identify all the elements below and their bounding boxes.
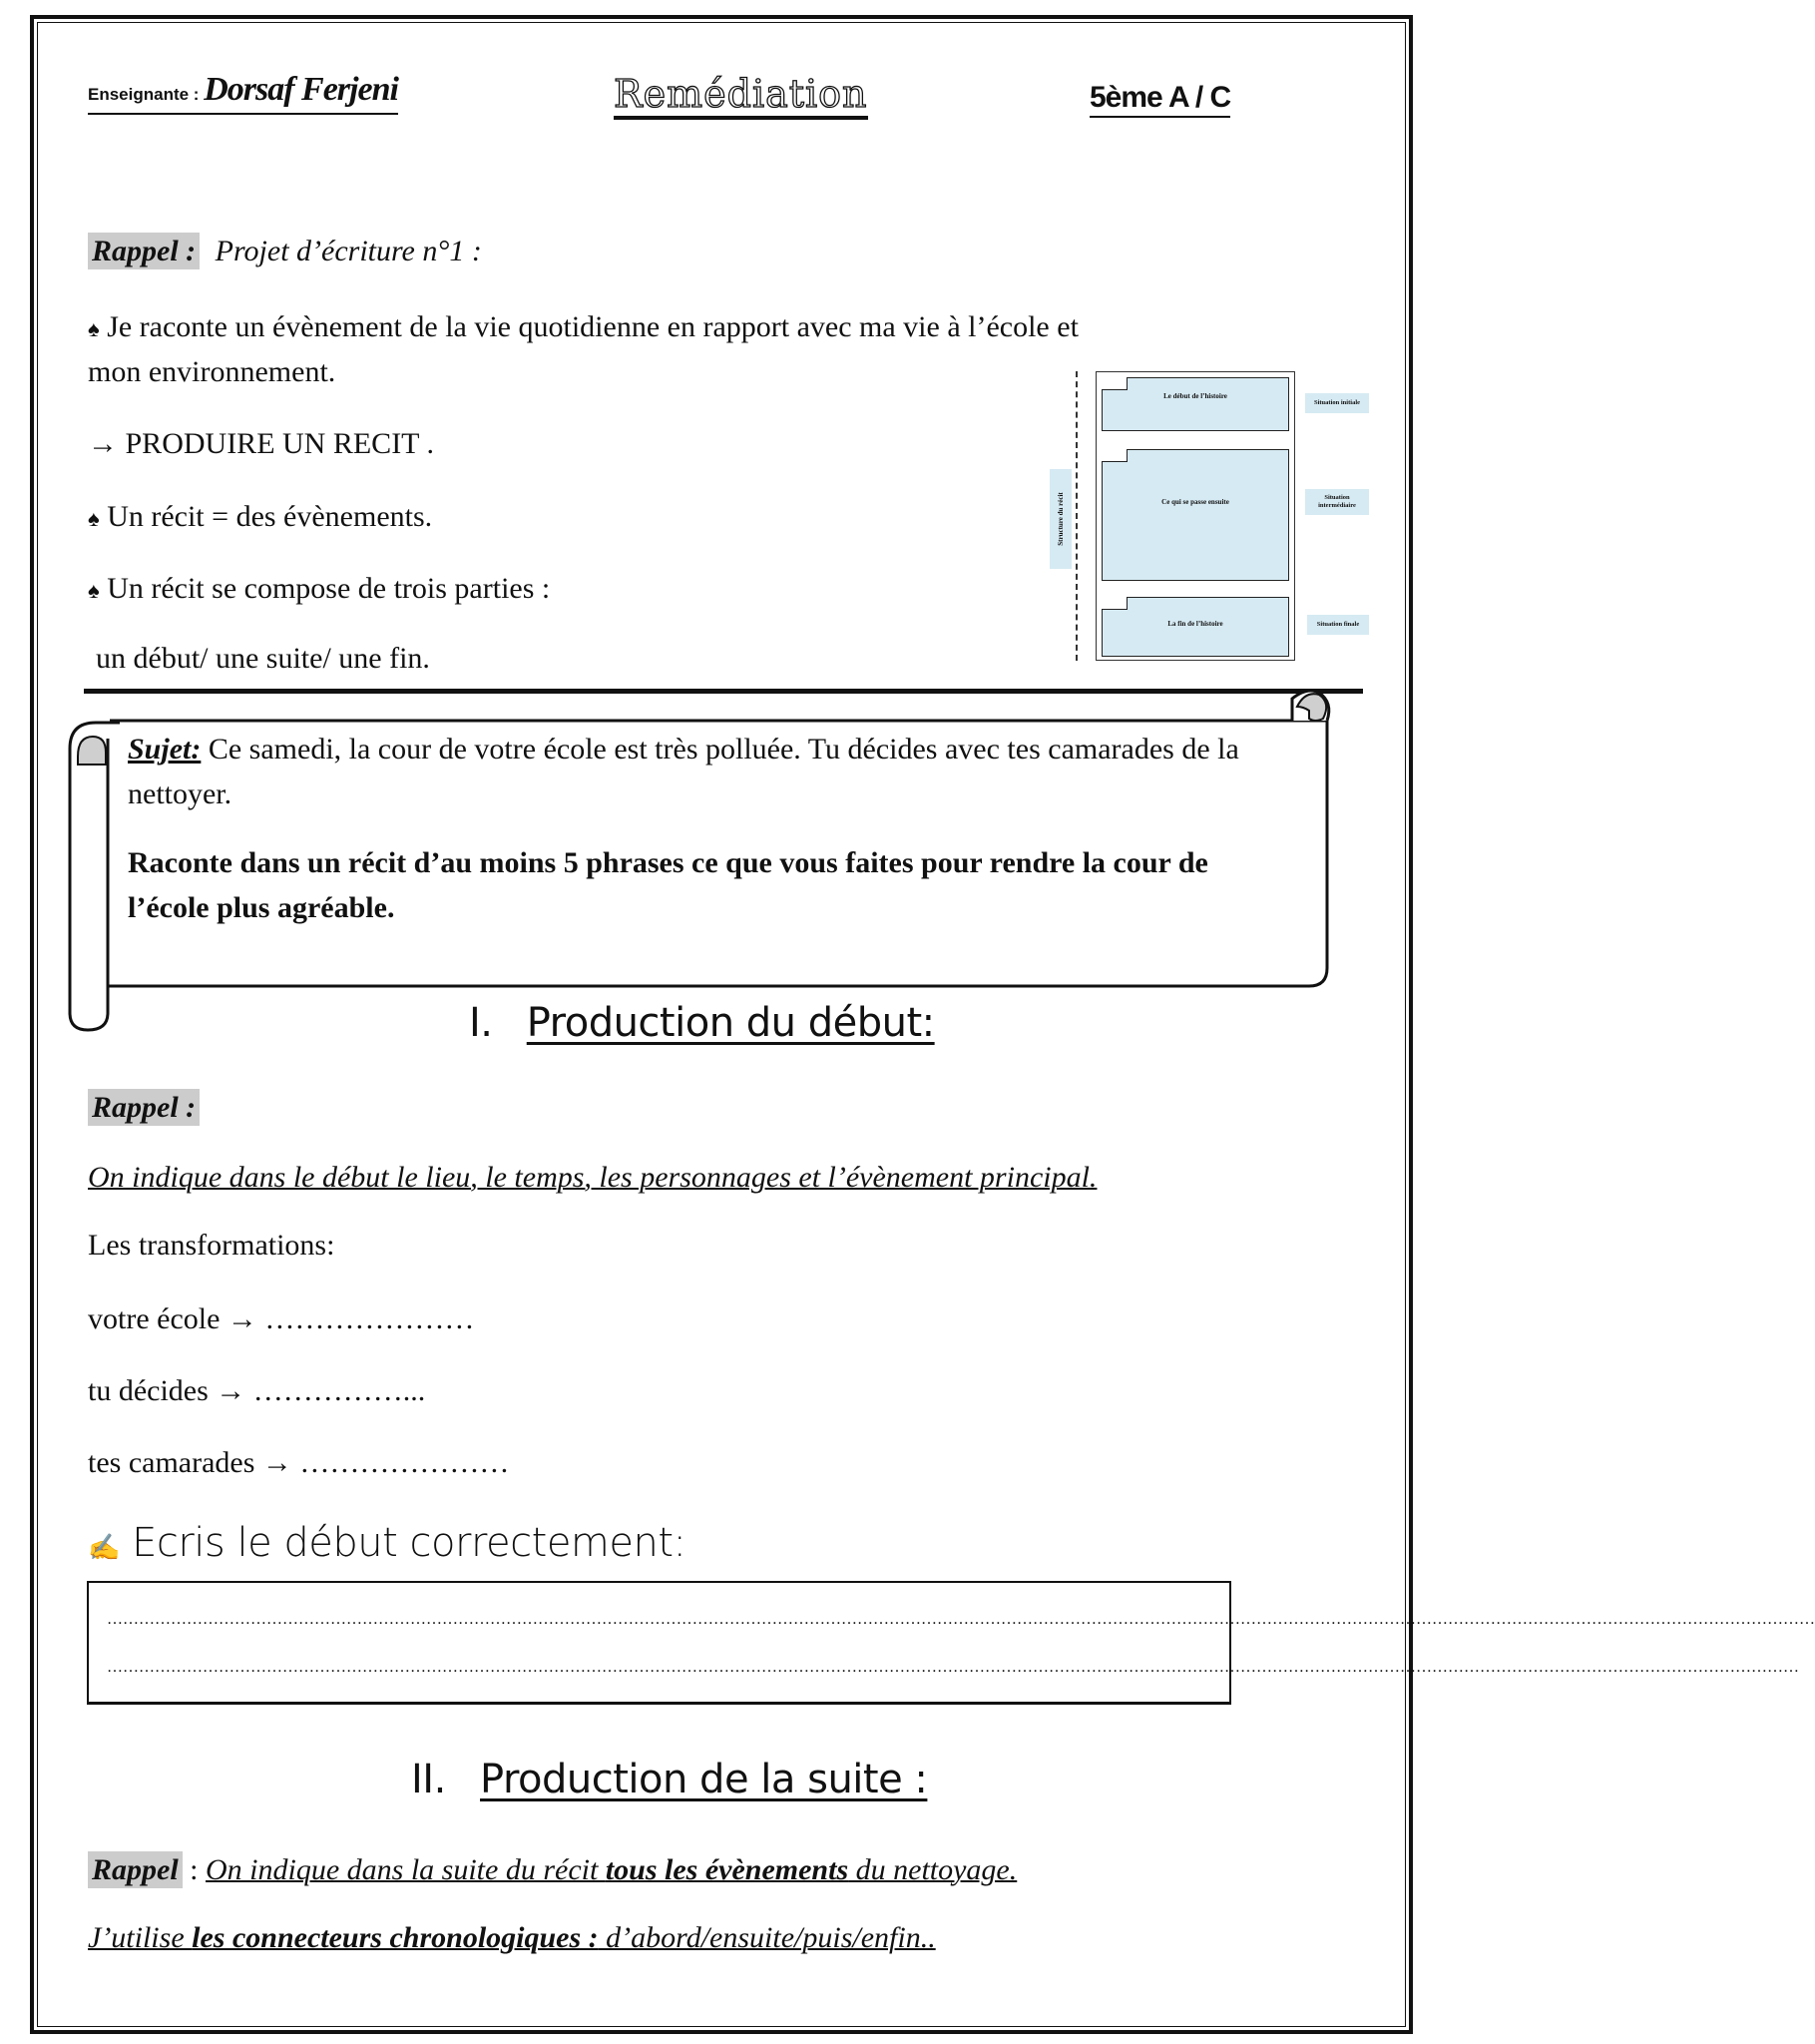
rappel-badge: Rappel : bbox=[88, 1089, 200, 1126]
rappel-badge: Rappel bbox=[88, 1851, 183, 1888]
answer-blank[interactable]: ………………… bbox=[299, 1446, 510, 1479]
spade-icon: ♠ bbox=[88, 316, 100, 341]
writing-hand-icon: ✍ bbox=[88, 1533, 120, 1563]
transformation-row: tes camarades → ………………… bbox=[88, 1446, 510, 1479]
write-prompt: ✍ Ecris le début correctement: bbox=[88, 1520, 686, 1566]
teacher-label: Enseignante : bbox=[88, 85, 200, 104]
section-2-title: Production de la suite : bbox=[480, 1757, 928, 1802]
teacher-field bbox=[88, 72, 398, 115]
recall-line-4: un début/ une suite/ une fin. bbox=[96, 642, 430, 675]
recall-line-3: ♠ Un récit se compose de trois parties : bbox=[88, 572, 551, 605]
section-2-heading bbox=[411, 1755, 927, 1804]
section-2-rappel: Rappel : On indique dans la suite du récit tous les évènements du nettoyage. bbox=[88, 1852, 1017, 1888]
arrow-icon: → bbox=[216, 1374, 246, 1407]
story-structure-diagram bbox=[1046, 369, 1375, 669]
recall-line-1: ♠ Je raconte un évènement de la vie quotidienne en rapport avec ma vie à l’école et bbox=[88, 310, 1079, 343]
connectors-line: J’utilise les connecteurs chronologiques : d’abord/ensuite/puis/enfin.. bbox=[88, 1921, 936, 1954]
subject-block bbox=[128, 727, 1295, 930]
spade-icon: ♠ bbox=[88, 578, 100, 603]
answer-box[interactable] bbox=[87, 1581, 1815, 1705]
section-1-rappel-text: On indique dans le début le lieu, le temps, les personnages et l’évènement principal. bbox=[88, 1161, 1098, 1194]
diagram-side-final: Situation finale bbox=[1307, 615, 1369, 635]
subject-task: Raconte dans un récit d’au moins 5 phrases ce que vous faites pour rendre la cour de l’école plus agréable. bbox=[128, 846, 1208, 924]
section-1-number: I. bbox=[469, 1000, 493, 1046]
class-label: 5ème A / C bbox=[1090, 80, 1230, 118]
diagram-side-intermediate: Situation intermédiaire bbox=[1305, 489, 1369, 515]
transformation-row: tu décides → ……………... bbox=[88, 1374, 426, 1407]
rappel-badge: Rappel : bbox=[88, 233, 200, 269]
teacher-name: Dorsaf Ferjeni bbox=[204, 71, 398, 108]
section-1-heading bbox=[469, 998, 935, 1048]
diagram-box-middle: Ce qui se passe ensuite bbox=[1102, 449, 1289, 581]
spade-icon: ♠ bbox=[88, 506, 100, 531]
transformation-row: votre école → ………………… bbox=[88, 1302, 475, 1335]
arrow-icon: → bbox=[261, 1446, 292, 1479]
recall-heading bbox=[88, 234, 482, 269]
subject-text: Sujet: Ce samedi, la cour de votre école est très polluée. Tu décides avec tes camarades de la nettoyer. bbox=[128, 733, 1239, 810]
arrow-icon: → bbox=[227, 1302, 257, 1335]
project-title: Projet d’écriture n°1 : bbox=[215, 235, 482, 267]
recall-line-2: ♠ Un récit = des évènements. bbox=[88, 500, 433, 533]
subject-label: Sujet: bbox=[128, 733, 202, 766]
diagram-box-end: La fin de l’histoire bbox=[1102, 597, 1289, 657]
recall-line-1b: mon environnement. bbox=[88, 355, 336, 388]
diagram-side-initial: Situation initiale bbox=[1305, 393, 1369, 413]
answer-blank[interactable]: ……………... bbox=[252, 1374, 426, 1407]
answer-line[interactable]: …………………………………………………………………………………………………………………………………………………………………………………………………………………………………………………………………………………………… bbox=[107, 1611, 1815, 1628]
section-2-number: II. bbox=[411, 1757, 446, 1802]
answer-line[interactable]: ………………………………………………………………………………………………………………………………………………………………………………………………………………………………………………………………………………………… bbox=[107, 1659, 1799, 1676]
diagram-box-beginning: Le début de l’histoire bbox=[1102, 377, 1289, 431]
section-1-rappel bbox=[88, 1090, 200, 1126]
transformations-label: Les transformations: bbox=[88, 1229, 335, 1262]
structure-label-box: Structure du récit bbox=[1050, 469, 1072, 569]
section-1-title: Production du début: bbox=[526, 1000, 935, 1046]
answer-blank[interactable]: ………………… bbox=[264, 1302, 475, 1335]
structure-brace bbox=[1076, 371, 1082, 661]
produce-line: → PRODUIRE UN RECIT . bbox=[88, 427, 434, 460]
arrow-icon: → bbox=[88, 427, 118, 460]
page-title: Remédiation bbox=[614, 72, 868, 120]
